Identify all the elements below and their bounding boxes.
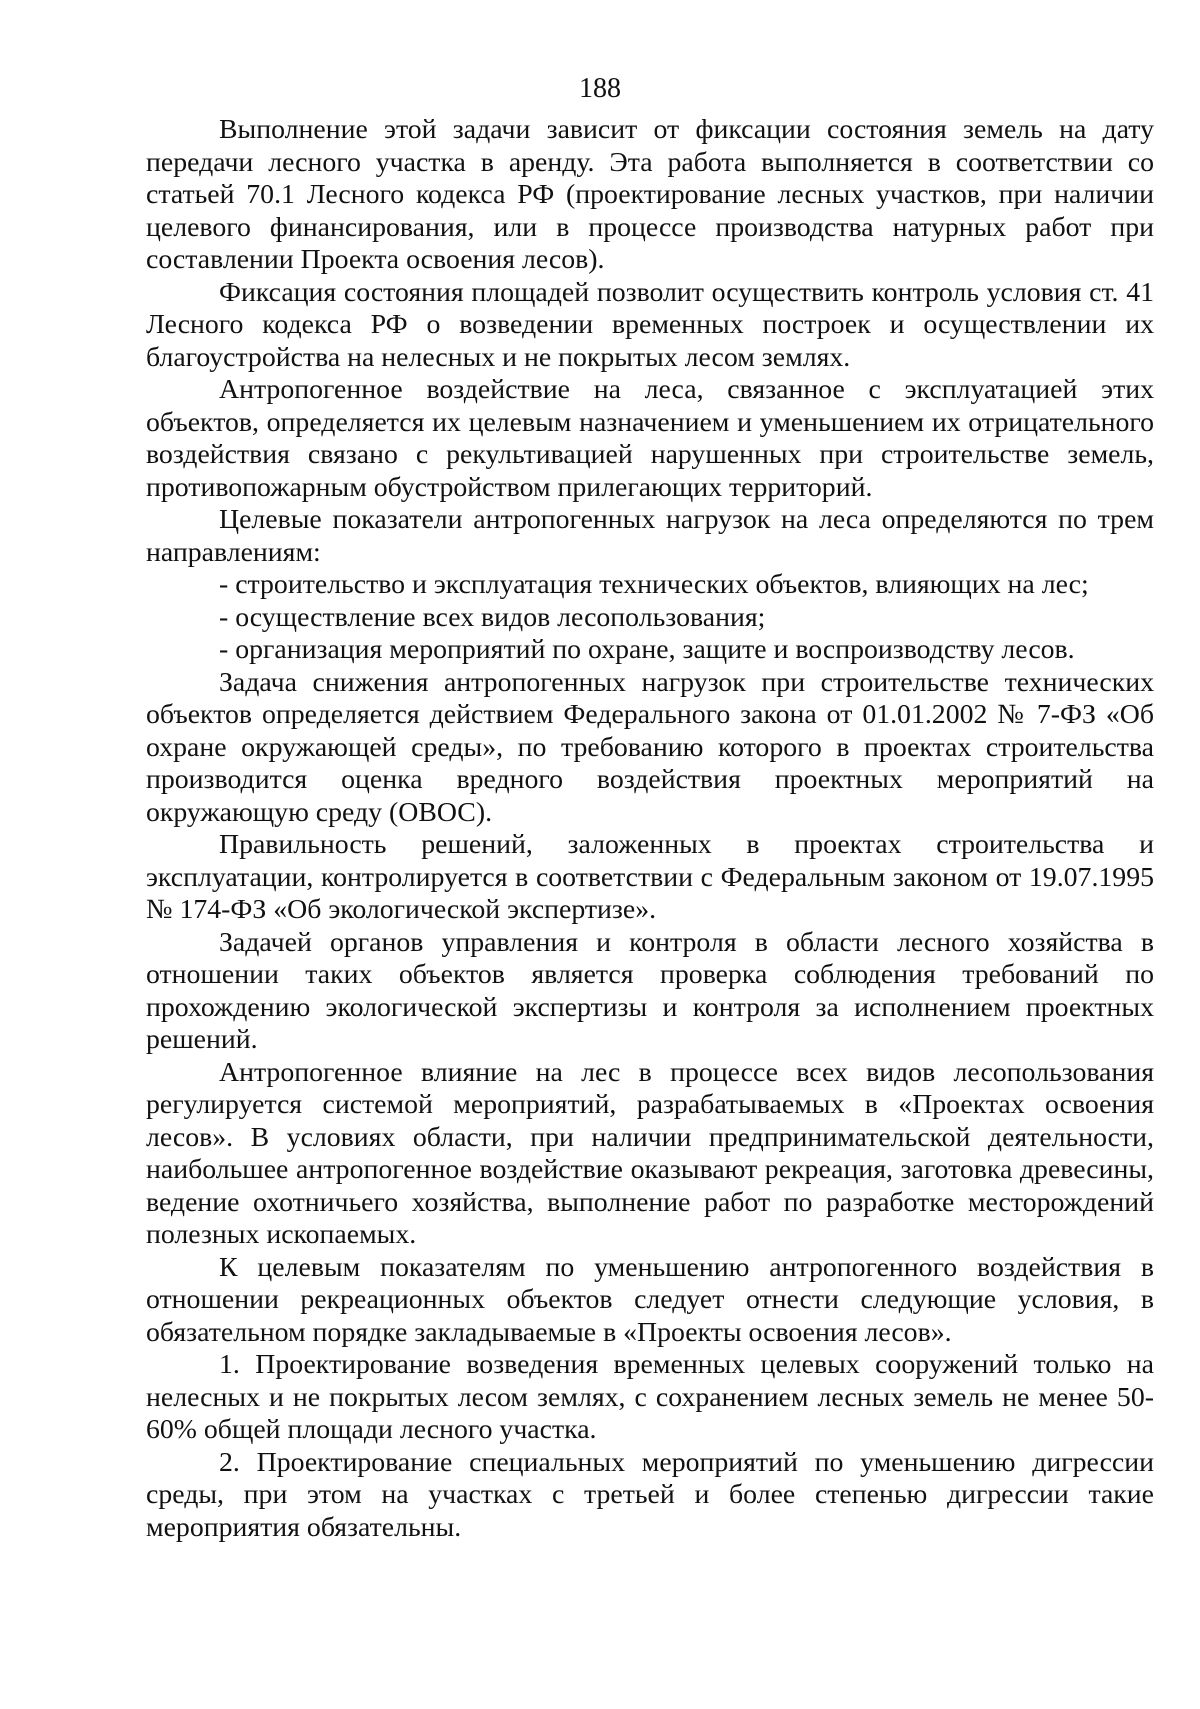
paragraph-task-fixation: Выполнение этой задачи зависит от фиксации состояния земель на дату передачи лесного участка в аренду. Эта работа выполняется в соответствии со статьей 70.1 Лесного кодекса РФ (проектирование лесных участков, при наличии целевого финансирования, или в процессе производства натурных работ при составлении Проекта освоения лесов). bbox=[146, 114, 1154, 275]
list-item-construction: - строительство и эксплуатация технических объектов, влияющих на лес; bbox=[219, 569, 1089, 600]
paragraph-federal-law-174fz: Правильность решений, заложенных в проектах строительства и эксплуатации, контролируется в соответствии с Федеральным законом от 19.07.1995 № 174-ФЗ «Об экологической экспертизе». bbox=[146, 829, 1154, 925]
page-number: 188 bbox=[579, 73, 621, 104]
paragraph-control-bodies: Задачей органов управления и контроля в области лесного хозяйства в отношении таких объектов является проверка соблюдения требований по прохождению экологической экспертизы и контроля за исполнением проектных решений. bbox=[146, 926, 1154, 1055]
paragraph-anthropogenic-impact: Антропогенное воздействие на леса, связанное с эксплуатацией этих объектов, определяется их целевым назначением и уменьшением их отрицательного воздействия связано с рекультивацией нарушенных при строительстве земель, противопожарным обустройством прилегающих территорий. bbox=[146, 374, 1154, 503]
document-body bbox=[146, 114, 1154, 1544]
paragraph-area-fixation: Фиксация состояния площадей позволит осуществить контроль условия ст. 41 Лесного кодекса РФ о возведении временных построек и осуществлении их благоустройства на нелесных и не покрытых лесом землях. bbox=[146, 276, 1154, 373]
numbered-item-1: 1. Проектирование возведения временных целевых сооружений только на нелесных и не покрытых лесом землях, с сохранением лесных земель не менее 50-60% общей площади лесного участка. bbox=[146, 1349, 1154, 1445]
list-item-protection: - организация мероприятий по охране, защите и воспроизводству лесов. bbox=[219, 634, 1075, 665]
list-item-forest-use: - осуществление всех видов лесопользования; bbox=[219, 601, 766, 633]
paragraph-forest-use-impact: Антропогенное влияние на лес в процессе всех видов лесопользования регулируется системой мероприятий, разрабатываемых в «Проектах освоения лесов». В условиях области, при наличии предпринимательской деятельности, наибольшее антропогенное воздействие оказывают рекреация, заготовка древесины, ведение охотничьего хозяйства, выполнение работ по разработке месторождений полезных ископаемых. bbox=[146, 1056, 1154, 1250]
paragraph-target-indicators: Целевые показатели антропогенных нагрузок на леса определяются по трем направлениям: bbox=[146, 504, 1154, 568]
paragraph-federal-law-7fz: Задача снижения антропогенных нагрузок при строительстве технических объектов определяется действием Федерального закона от 01.01.2002 № 7-ФЗ «Об охране окружающей среды», по требованию которого в проектах строительства производится оценка вредного воздействия проектных мероприятий на окружающую среду (ОВОС). bbox=[146, 666, 1154, 828]
numbered-item-2: 2. Проектирование специальных мероприятий по уменьшению дигрессии среды, при этом на участках с третьей и более степенью дигрессии такие мероприятия обязательны. bbox=[146, 1446, 1154, 1543]
paragraph-recreation-indicators: К целевым показателям по уменьшению антропогенного воздействия в отношении рекреационных объектов следует отнести следующие условия, в обязательном порядке закладываемые в «Проекты освоения лесов». bbox=[146, 1251, 1154, 1348]
